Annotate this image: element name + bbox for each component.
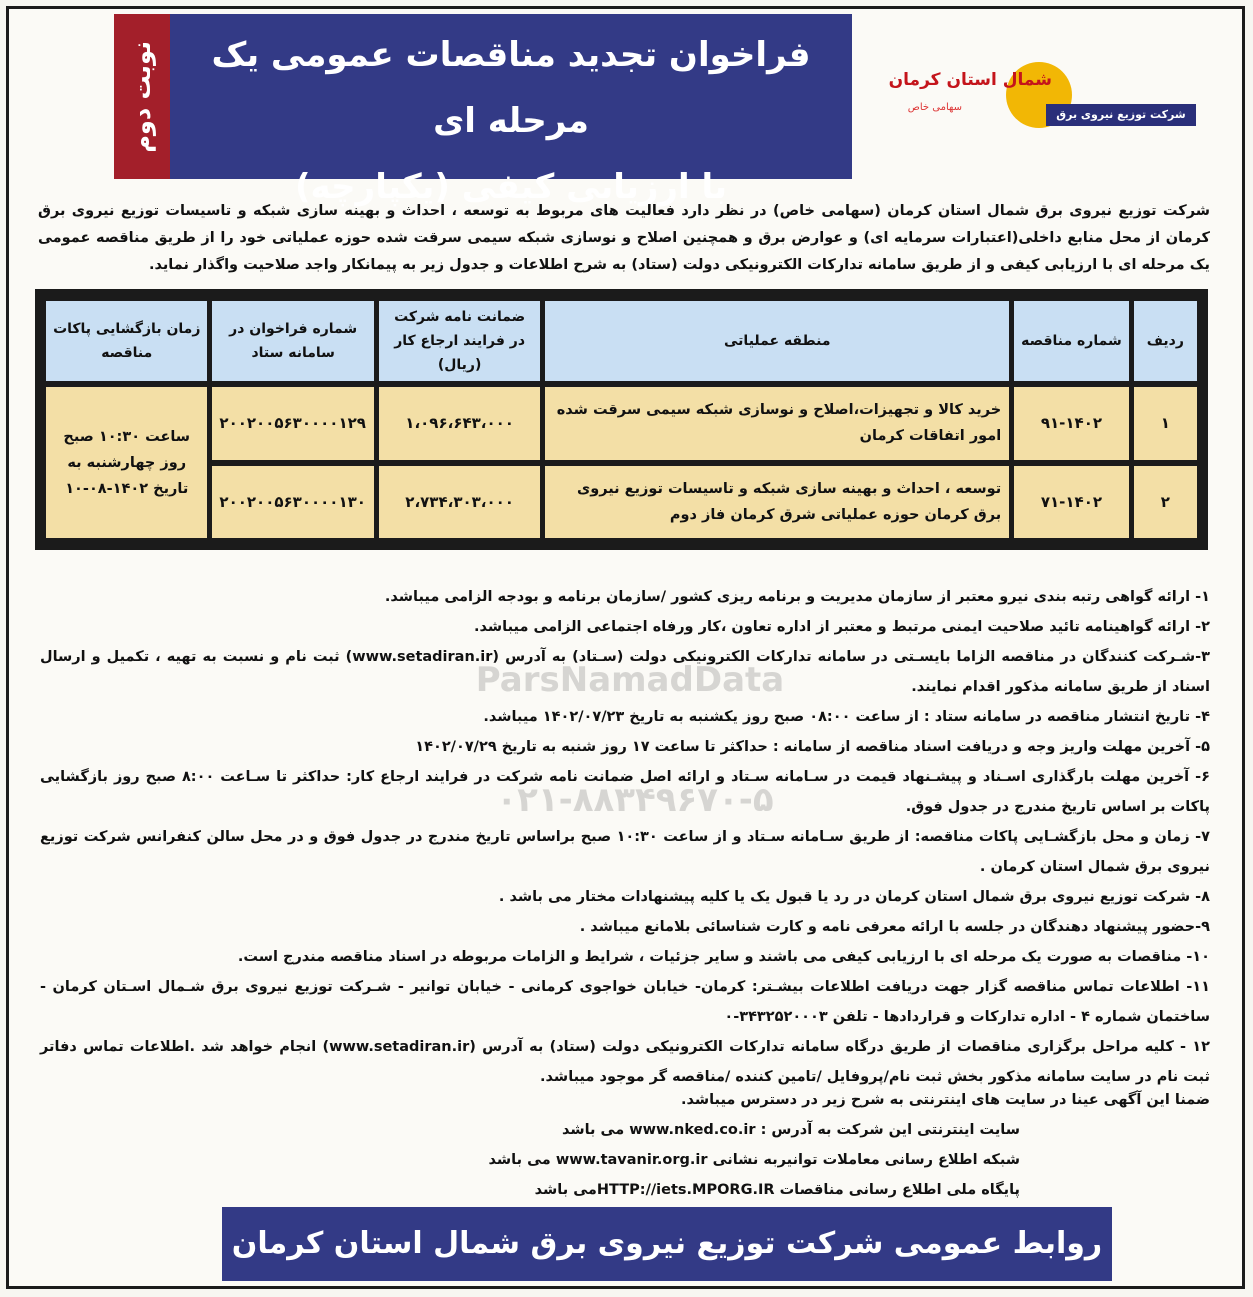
header-title <box>176 22 846 220</box>
note-item: ۷- زمان و محل بازگشـایی پاکات مناقصه: از طریق سـامانه سـتاد و از ساعت ۱۰:۳۰ صبح براساس تاریخ مندرج در جدول فوق و در محل سالن کنفرانس شرکت توزیع نیروی برق شمال استان کرمان . <box>40 829 1210 875</box>
note-item: ۶- آخرین مهلت بارگذاری اسـناد و پیشـنهاد قیمت در سـامانه سـتاد و ارائه اصل ضمانت نامه شرکت در فرایند ارجاع کار: حداکثر تا سـاعت ۸:۰۰ صبح روز بازگشایی پاکات بر اساس تاریخ مندرج در جدول فوق. <box>40 769 1210 815</box>
watermark-phone: ۰۲۱-۸۸۳۴۹۶۷۰-۵ <box>496 780 774 820</box>
header-call-no: شماره فراخوان در سامانه ستاد <box>212 301 373 381</box>
title-line-1: فراخوان تجدید مناقصات عمومی یک مرحله ای <box>211 35 811 141</box>
website-tavanir[interactable]: شبکه اطلاع رسانی معاملات توانیربه نشانی www.tavanir.org.ir می باشد <box>488 1152 1020 1168</box>
cell-tender-no: ۷۱-۱۴۰۲ <box>1014 466 1128 539</box>
note-item: ۱- ارائه گواهی رتبه بندی نیرو معتبر از سازمان مدیریت و برنامه ریزی کشور /سازمان برنامه و بودجه الزامی میباشد. <box>384 589 1210 605</box>
watermark-brand: ParsNamadData <box>475 660 785 700</box>
cell-opening-time: ساعت ۱۰:۳۰ صبح روز چهارشنبه به تاریخ ۱۴۰۲-۰۸-۱۰ <box>46 387 207 538</box>
note-item: ۴- تاریخ انتشار مناقصه در سامانه ستاد : از ساعت ۰۸:۰۰ صبح روز یکشنبه به تاریخ ۱۴۰۲/۰۷/۲۳ میباشد. <box>483 709 1210 725</box>
round-label: نوبت دوم <box>128 40 156 153</box>
intro-paragraph: شرکت توزیع نیروی برق شمال استان کرمان (سهامی خاص) در نظر دارد فعالیت های مربوط به توسعه ، احداث و بهینه سازی شبکه و تاسیسات توزیع نیروی برق کرمان از محل منابع داخلی(اعتبارات سرمایه ای) و عوارض برق و همچنین اصلاح و نوسازی شبکه سیمی سرقت شده حوزه عملیاتی خود را از طریق مناقصه عمومی یک مرحله ای با ارزیابی کیفی و از طریق سامانه تدارکات الکترونیکی دولت (ستاد) به شرح اطلاعات و جدول زیر به پیمانکار واجد صلاحیت واگذار نماید. <box>38 203 1210 273</box>
title-line-2: با ارزیابی کیفی (یکپارچه) <box>294 167 728 207</box>
note-item: ۸- شرکت توزیع نیروی برق شمال استان کرمان در رد یا قبول یک یا کلیه پیشنهادات مختار می باشد . <box>498 889 1210 905</box>
cell-guarantee: ۲،۷۳۴،۳۰۳،۰۰۰ <box>379 466 540 539</box>
round-badge <box>114 14 170 179</box>
note-item: ۱۰- مناقصات به صورت یک مرحله ای با ارزیابی کیفی می باشند و سایر جزئیات ، شرایط و الزامات مربوطه در اسناد مناقصه مندرج است. <box>237 949 1210 965</box>
cell-call-no: ۲۰۰۲۰۰۵۶۳۰۰۰۰۱۲۹ <box>212 387 373 460</box>
company-logo <box>866 56 1202 136</box>
note-item: ۹-حضور پیشنهاد دهندگان در جلسه با ارائه معرفی نامه و کارت شناسائی بلامانع میباشد . <box>579 919 1210 935</box>
cell-guarantee: ۱،۰۹۶،۶۴۳،۰۰۰ <box>379 387 540 460</box>
website-company[interactable]: سایت اینترنتی این شرکت به آدرس : www.nked.co.ir می باشد <box>561 1122 1020 1138</box>
table-row <box>46 466 1197 539</box>
header-area: منطقه عملیاتی <box>545 301 1009 381</box>
website-iets[interactable]: پایگاه ملی اطلاع رسانی مناقصات HTTP://iets.MPORG.IRمی باشد <box>534 1182 1020 1198</box>
cell-call-no: ۲۰۰۲۰۰۵۶۳۰۰۰۰۱۳۰ <box>212 466 373 539</box>
note-item: ۲- ارائه گواهینامه تائید صلاحیت ایمنی مرتبط و معتبر از اداره تعاون ،کار ورفاه اجتماعی الزامی میباشد. <box>474 619 1210 635</box>
header-tender-no: شماره مناقصه <box>1014 301 1128 381</box>
header-guarantee: ضمانت نامه شرکت در فرایند ارجاع کار (ریال) <box>379 301 540 381</box>
header-opening: زمان بازگشایی پاکات مناقصه <box>46 301 207 381</box>
note-item: ۱۱- اطلاعات تماس مناقصه گزار جهت دریافت اطلاعات بیشـتر: کرمان- خیابان خواجوی کرمانی - خیابان توانیر - شـرکت توزیع نیروی برق شـمال اسـتان کرمان - ساختمان شماره ۴ - اداره تدارکات و قراردادها - تلفن ۳۴۳۲۵۲۰۰۰۳-۰ <box>40 979 1210 1025</box>
cell-row-no: ۲ <box>1134 466 1197 539</box>
logo-company: شرکت توزیع نیروی برق <box>1046 104 1196 126</box>
tender-table <box>35 289 1208 550</box>
websites-section <box>40 1085 1210 1205</box>
logo-name: شمال استان کرمان <box>888 70 1052 90</box>
logo-sub: سهامی خاص <box>907 102 962 113</box>
cell-tender-no: ۹۱-۱۴۰۲ <box>1014 387 1128 460</box>
table-header-row <box>46 301 1197 381</box>
note-item: ۳-شـرکت کنندگان در مناقصه الزاما بایسـتی در سامانه تدارکات الکترونیکی دولت (سـتاد) به آدرس (www.setadiran.ir) ثبت نام و نسبت به تهیه ، تکمیل و ارسال اسناد از طریق سامانه مذکور اقدام نمایند. <box>40 649 1211 695</box>
header-row-no: ردیف <box>1134 301 1197 381</box>
note-item: ۱۲ - کلیه مراحل برگزاری مناقصات از طریق درگاه سامانه تدارکات الکترونیکی دولت (ستاد) به آدرس (www.setadiran.ir) انجام خواهد شد .اطلاعات تماس دفاتر ثبت نام در سایت سامانه مذکور بخش ثبت نام/پروفایل /تامین کننده /مناقصه گر موجود میباشد. <box>40 1039 1210 1085</box>
table-row <box>46 387 1197 460</box>
footer-banner: روابط عمومی شرکت توزیع نیروی برق شمال استان کرمان <box>222 1207 1112 1281</box>
note-item: ۵- آخرین مهلت واریز وجه و دریافت اسناد مناقصه از سامانه : حداکثر تا ساعت ۱۷ روز شنبه به تاریخ ۱۴۰۲/۰۷/۲۹ <box>415 739 1210 755</box>
websites-intro: ضمنا این آگهی عینا در سایت های اینترنتی به شرح زیر در دسترس میباشد. <box>680 1092 1210 1108</box>
cell-row-no: ۱ <box>1134 387 1197 460</box>
cell-area: توسعه ، احداث و بهینه سازی شبکه و تاسیسات توزیع نیروی برق کرمان حوزه عملیاتی شرق کرمان فاز دوم <box>545 466 1009 539</box>
notes-list <box>40 582 1210 1092</box>
cell-area: خرید کالا و تجهیزات،اصلاح و نوسازی شبکه سیمی سرقت شده امور اتفاقات کرمان <box>545 387 1009 460</box>
